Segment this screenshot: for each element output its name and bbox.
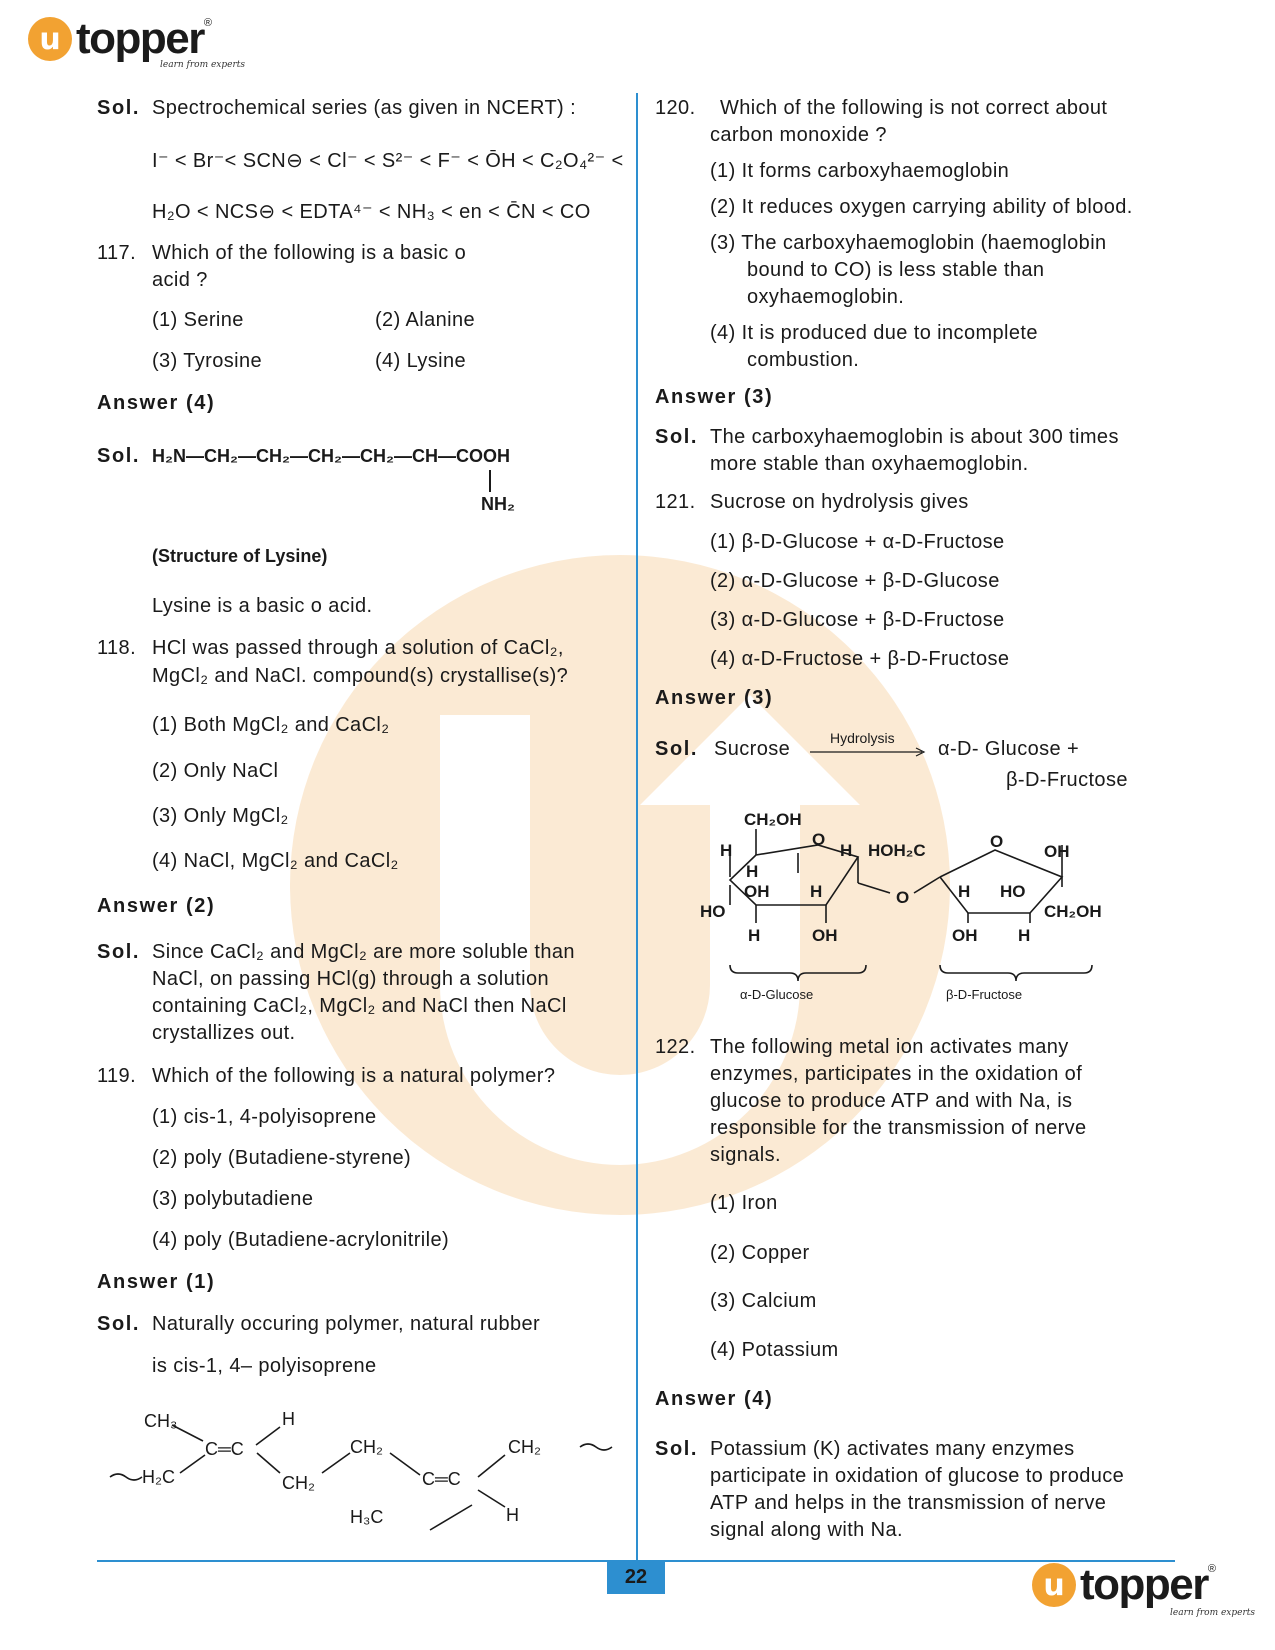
option: (2) α-D-Glucose + β-D-Glucose xyxy=(710,570,1000,592)
sol-122-text: Potassium (K) activates many enzymes xyxy=(710,1438,1075,1460)
sol-122-text: signal along with Na. xyxy=(710,1519,903,1541)
sol-118-text: containing CaCl₂, MgCl₂ and NaCl then NaCl xyxy=(152,995,567,1017)
struct-cc: C═C xyxy=(205,1439,244,1459)
question-number: 121. xyxy=(655,491,696,513)
sol-label: Sol. xyxy=(655,426,699,448)
fructose-ch2oh: CH₂OH xyxy=(1044,902,1102,921)
polyisoprene-structure xyxy=(100,1405,630,1535)
logo-u-icon: u xyxy=(1032,1563,1076,1607)
option: (4) α-D-Fructose + β-D-Fructose xyxy=(710,648,1010,670)
product: β-D-Fructose xyxy=(1006,769,1128,791)
fructose-h: H xyxy=(1018,926,1031,945)
sol-118-text: crystallizes out. xyxy=(152,1022,296,1044)
header-logo xyxy=(28,14,212,64)
question-number: 122. xyxy=(655,1036,696,1058)
glucose-ho: HO xyxy=(700,902,726,921)
sol-120-text: more stable than oxyhaemoglobin. xyxy=(710,453,1029,475)
logo-wordmark: topper xyxy=(1080,1560,1208,1609)
fructose-oh: OH xyxy=(952,926,978,945)
answer-121: Answer (3) xyxy=(655,687,774,709)
fructose-caption: β-D-Fructose xyxy=(946,987,1023,1002)
sol-label: Sol. xyxy=(97,1313,141,1335)
option: (3) Only MgCl₂ xyxy=(152,805,289,827)
page-number: 22 xyxy=(607,1560,665,1594)
fructose-ho: HO xyxy=(1000,882,1026,901)
option: (2) Copper xyxy=(710,1242,810,1264)
footer-logo xyxy=(1032,1560,1216,1610)
struct-h3c: H₃C xyxy=(350,1507,384,1527)
bridge-o: O xyxy=(896,888,910,907)
glucose-oh: OH xyxy=(812,926,838,945)
option: (1) Serine xyxy=(152,309,244,331)
sol-118-text: Since CaCl₂ and MgCl₂ are more soluble than xyxy=(152,941,575,963)
struct-h: H xyxy=(506,1505,519,1525)
option: (3) Tyrosine xyxy=(152,350,263,372)
reaction-arrow xyxy=(810,746,930,758)
question-number: 120. xyxy=(655,97,696,119)
option: oxyhaemoglobin. xyxy=(747,286,905,308)
sol-122-text: ATP and helps in the transmission of nerve xyxy=(710,1492,1107,1514)
lysine-bond xyxy=(489,470,491,492)
sol-116: Sol. Spectrochemical series (as given in NCERT) : xyxy=(97,97,577,119)
option: (3) α-D-Glucose + β-D-Fructose xyxy=(710,609,1005,631)
struct-ch2: CH₂ xyxy=(508,1437,541,1457)
question-120-text: carbon monoxide ? xyxy=(710,124,887,146)
fructose-h: H xyxy=(958,882,971,901)
question-121-text: Sucrose on hydrolysis gives xyxy=(710,491,969,513)
option: (2) It reduces oxygen carrying ability of blood. xyxy=(710,196,1133,218)
logo-wordmark: topper xyxy=(76,14,204,63)
lysine-amino: NH₂ xyxy=(481,494,515,514)
sol-120-text: The carboxyhaemoglobin is about 300 times xyxy=(710,426,1119,448)
sol-label: Sol. xyxy=(97,941,141,963)
option: (2) Alanine xyxy=(375,309,476,331)
fructose-oh: OH xyxy=(1044,842,1070,861)
question-119-text: Which of the following is a natural polymer? xyxy=(152,1065,556,1087)
sol-label: Sol. xyxy=(655,738,699,760)
question-122-text: enzymes, participates in the oxidation of xyxy=(710,1063,1083,1085)
answer-117: Answer (4) xyxy=(97,392,216,414)
option: bound to CO) is less stable than xyxy=(747,259,1045,281)
question-117-text: Which of the following is a basic o xyxy=(152,242,467,264)
question-122-text: responsible for the transmission of nerve xyxy=(710,1117,1087,1139)
answer-120: Answer (3) xyxy=(655,386,774,408)
sol-119-text: Naturally occuring polymer, natural rubber xyxy=(152,1313,541,1335)
option: (4) Potassium xyxy=(710,1339,839,1361)
glucose-oh: OH xyxy=(744,882,770,901)
option: (1) β-D-Glucose + α-D-Fructose xyxy=(710,531,1005,553)
sol-label: Sol. xyxy=(655,1438,699,1460)
question-118-text: HCl was passed through a solution of CaCl₂, xyxy=(152,637,564,659)
question-number: 119. xyxy=(97,1065,137,1087)
glucose-h: H xyxy=(840,841,853,860)
lysine-note: Lysine is a basic o acid. xyxy=(152,595,373,617)
logo-registered: ® xyxy=(203,17,212,29)
option: (4) Lysine xyxy=(375,350,467,372)
sol-122-text: participate in oxidation of glucose to produce xyxy=(710,1465,1125,1487)
option: (4) NaCl, MgCl₂ and CaCl₂ xyxy=(152,850,399,872)
struct-h2c: H₂C xyxy=(142,1467,175,1487)
option: (2) poly (Butadiene-styrene) xyxy=(152,1147,412,1169)
struct-ch3: CH₃ xyxy=(144,1411,178,1431)
answer-118: Answer (2) xyxy=(97,895,216,917)
struct-h: H xyxy=(282,1409,295,1429)
question-117-text: acid ? xyxy=(152,269,208,291)
option: (4) poly (Butadiene-acrylonitrile) xyxy=(152,1229,450,1251)
option: (1) It forms carboxyhaemoglobin xyxy=(710,160,1010,182)
glucose-h: H xyxy=(720,841,733,860)
lysine-caption: (Structure of Lysine) xyxy=(152,546,328,566)
option: (3) Calcium xyxy=(710,1290,817,1312)
question-122-text: The following metal ion activates many xyxy=(710,1036,1069,1058)
product: α-D- Glucose + xyxy=(938,738,1080,760)
spectrochemical-series-line1: I⁻ < Br⁻< SCN⊖ < Cl⁻ < S²⁻ < F⁻ < ŌH < C₂O₄²⁻ < xyxy=(152,150,624,172)
reactant: Sucrose xyxy=(714,738,791,760)
glucose-caption: α-D-Glucose xyxy=(740,987,814,1002)
glucose-h: H xyxy=(810,882,823,901)
sol-119-text: is cis-1, 4– polyisoprene xyxy=(152,1355,377,1377)
glucose-o: O xyxy=(812,830,826,849)
glucose-h: H xyxy=(746,862,759,881)
answer-122: Answer (4) xyxy=(655,1388,774,1410)
spectrochemical-series-line2: H₂O < NCS⊖ < EDTA⁴⁻ < NH₃ < en < C̄N < CO xyxy=(152,201,591,223)
logo-tagline: learn from experts xyxy=(1170,1608,1256,1618)
question-118-text: MgCl₂ and NaCl. compound(s) crystallise(s)? xyxy=(152,665,569,687)
struct-ch2: CH₂ xyxy=(350,1437,383,1457)
option: (4) It is produced due to incomplete xyxy=(710,322,1038,344)
arrow-label: Hydrolysis xyxy=(830,730,895,746)
question-number: 117. xyxy=(97,242,137,264)
struct-ch2: CH₂ xyxy=(282,1473,315,1493)
question-number: 118. xyxy=(97,637,137,659)
sucrose-structure xyxy=(700,805,1120,1015)
option: (1) Iron xyxy=(710,1192,778,1214)
struct-cc: C═C xyxy=(422,1469,461,1489)
column-divider xyxy=(636,93,638,1593)
option: (3) The carboxyhaemoglobin (haemoglobin xyxy=(710,232,1107,254)
glucose-ch2oh: CH₂OH xyxy=(744,810,802,829)
sol-label: Sol. xyxy=(97,445,141,467)
logo-u-icon: u xyxy=(28,17,72,61)
glucose-h: H xyxy=(748,926,761,945)
logo-registered: ® xyxy=(1207,1563,1216,1575)
question-120-text: Which of the following is not correct about xyxy=(720,97,1108,119)
option: (1) cis-1, 4-polyisoprene xyxy=(152,1106,377,1128)
option: (3) polybutadiene xyxy=(152,1188,314,1210)
option: (2) Only NaCl xyxy=(152,760,279,782)
fructose-o: O xyxy=(990,832,1004,851)
sol-118-text: NaCl, on passing HCl(g) through a solution xyxy=(152,968,549,990)
answer-119: Answer (1) xyxy=(97,1271,216,1293)
question-122-text: glucose to produce ATP and with Na, is xyxy=(710,1090,1073,1112)
option: (1) Both MgCl₂ and CaCl₂ xyxy=(152,714,390,736)
question-122-text: signals. xyxy=(710,1144,782,1166)
option: combustion. xyxy=(747,349,860,371)
logo-tagline: learn from experts xyxy=(160,60,246,70)
fructose-hoh2c: HOH₂C xyxy=(868,841,926,860)
lysine-formula: H₂N—CH₂—CH₂—CH₂—CH₂—CH—COOH xyxy=(152,446,510,466)
